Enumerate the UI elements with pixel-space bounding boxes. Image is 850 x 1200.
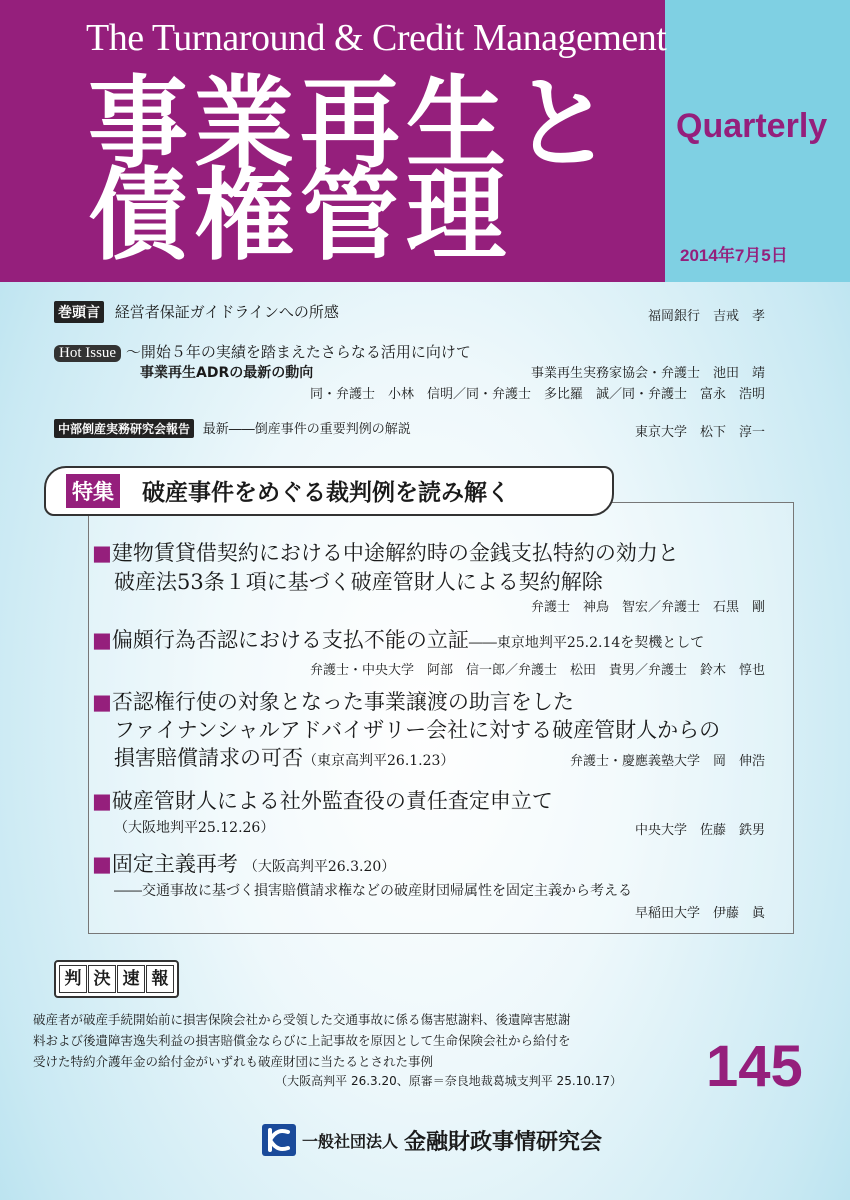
article-5-line1: ■固定主義再考 （大阪高判平26.3.20） bbox=[92, 852, 396, 876]
ruling-line2: 料および後遺障害逸失利益の損害賠償金ならびに上記事故を原因として生命保険会社から給付を bbox=[33, 1033, 571, 1048]
hot-issue-author1: 事業再生実務家協会・弁護士 池田 靖 bbox=[530, 366, 765, 381]
kantogen-row bbox=[54, 301, 339, 323]
article-3-line1: ■否認権行使の対象となった事業譲渡の助言をした bbox=[92, 690, 574, 714]
ruling-char-4: 報 bbox=[146, 965, 174, 993]
ruling-heading bbox=[54, 960, 179, 998]
hot-issue-tag: Hot Issue bbox=[54, 345, 121, 362]
hot-issue-title: 事業再生ADRの最新の動向 bbox=[140, 365, 314, 381]
ruling-summary bbox=[33, 1009, 673, 1072]
article-3-author: 弁護士・慶應義塾大学 岡 伸浩 bbox=[569, 754, 765, 769]
publisher-logo-icon bbox=[262, 1124, 296, 1156]
article-4-author: 中央大学 佐藤 鉄男 bbox=[634, 823, 765, 838]
article-4-line1: ■破産管財人による社外監査役の責任査定申立て bbox=[92, 789, 553, 813]
japanese-title-line1: 事業再生と bbox=[88, 65, 618, 182]
chubu-tag: 中部倒産実務研究会報告 bbox=[54, 419, 194, 438]
article-1-line1: ■建物賃貸借契約における中途解約時の金銭支払特約の効力と bbox=[92, 541, 679, 565]
article-5-author: 早稲田大学 伊藤 眞 bbox=[634, 906, 765, 921]
issue-number: 145 bbox=[706, 1034, 803, 1099]
publisher-name: 金融財政事情研究会 bbox=[404, 1129, 603, 1155]
ruling-line1: 破産者が破産手続開始前に損害保険会社から受領した交通事故に係る傷害慰謝料、後遺障害慰謝 bbox=[33, 1012, 571, 1027]
ruling-char-3: 速 bbox=[117, 965, 145, 993]
issue-date: 2014年7月5日 bbox=[680, 246, 788, 265]
article-2-author: 弁護士・中央大学 阿部 信一郎／弁護士 松田 貴男／弁護士 鈴木 惇也 bbox=[309, 663, 765, 678]
kantogen-author: 福岡銀行 吉戒 孝 bbox=[647, 309, 765, 324]
ruling-line3: 受けた特約介護年金の給付金がいずれも破産財団に当たるとされた事例 bbox=[33, 1054, 434, 1069]
ruling-char-2: 決 bbox=[88, 965, 116, 993]
japanese-title-line2: 債権管理 bbox=[88, 157, 512, 274]
hot-issue-row bbox=[54, 341, 471, 362]
article-4-sub: （大阪地判平25.12.26） bbox=[114, 820, 275, 836]
english-title: The Turnaround & Credit Management bbox=[86, 17, 667, 59]
ruling-citation: （大阪高判平 26.3.20、原審＝奈良地裁葛城支判平 25.10.17） bbox=[275, 1074, 622, 1088]
chubu-author: 東京大学 松下 淳一 bbox=[634, 425, 765, 440]
article-1-author: 弁護士 神鳥 智宏／弁護士 石黒 剛 bbox=[530, 600, 765, 615]
publisher-type: 一般社団法人 bbox=[302, 1131, 399, 1151]
article-2-line1: ■偏頗行為否認における支払不能の立証――東京地判平25.2.14を契機として bbox=[92, 628, 705, 652]
feature-title: 破産事件をめぐる裁判例を読み解く bbox=[142, 480, 510, 506]
publisher bbox=[262, 1124, 602, 1156]
kantogen-tag: 巻頭言 bbox=[54, 301, 104, 323]
article-3-line2: ファイナンシャルアドバイザリー会社に対する破産管財人からの bbox=[114, 718, 721, 742]
chubu-title: 最新――倒産事件の重要判例の解説 bbox=[202, 422, 411, 437]
hot-issue-subtitle: ～開始５年の実績を踏まえたさらなる活用に向けて bbox=[125, 343, 471, 361]
article-5-subtitle: ――交通事故に基づく損害賠償請求権などの破産財団帰属性を固定主義から考える bbox=[114, 883, 632, 899]
article-1-line2: 破産法53条１項に基づく破産管財人による契約解除 bbox=[114, 570, 603, 594]
feature-tag: 特集 bbox=[66, 474, 120, 508]
chubu-row bbox=[54, 418, 411, 438]
kantogen-title: 経営者保証ガイドラインへの所感 bbox=[114, 303, 339, 321]
article-3-line3: 損害賠償請求の可否（東京高判平26.1.23） bbox=[114, 746, 455, 770]
ruling-char-1: 判 bbox=[59, 965, 87, 993]
cover-header bbox=[0, 0, 850, 282]
feature-heading bbox=[44, 466, 614, 516]
hot-issue-author2: 同・弁護士 小林 信明／同・弁護士 多比羅 誠／同・弁護士 富永 浩明 bbox=[309, 387, 765, 402]
quarterly-label: Quarterly bbox=[676, 107, 828, 145]
